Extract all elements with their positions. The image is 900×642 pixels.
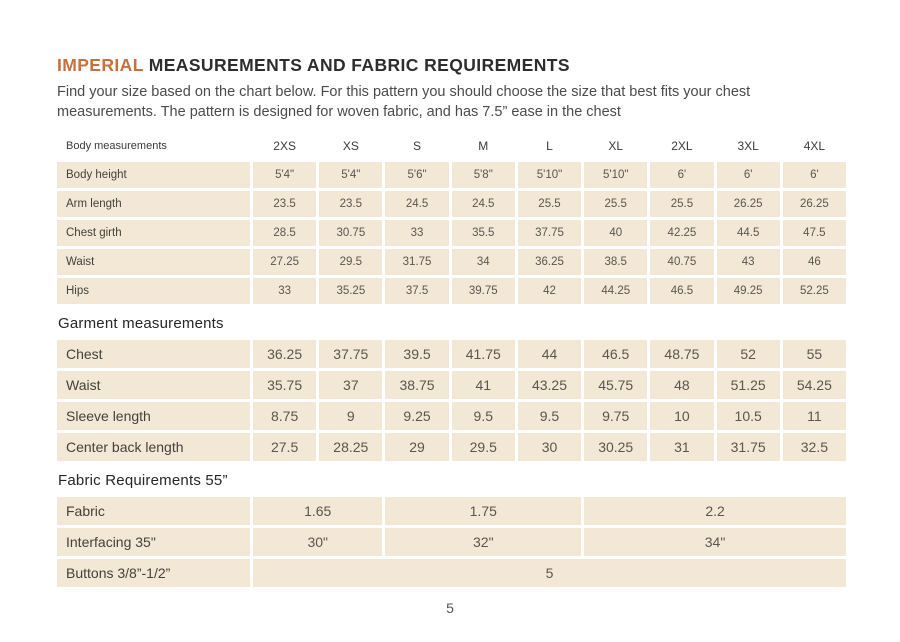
table-cell: 37.75: [518, 220, 581, 246]
table-cell: 52: [717, 340, 780, 368]
table-cell: 5'4": [253, 162, 316, 188]
table-cell: 45.75: [584, 371, 647, 399]
size-column-header: 2XL: [671, 139, 693, 154]
table-cell: 27.25: [253, 249, 316, 275]
fabric-section-title: Fabric Requirements 55”: [58, 471, 228, 489]
table-cell: 6': [783, 162, 846, 188]
body-measurements-table: [57, 162, 846, 304]
table-row: [57, 528, 846, 556]
table-cell: 5: [253, 559, 846, 587]
table-cell: 34": [584, 528, 846, 556]
garment-measurements-table: [57, 340, 846, 461]
row-label: Fabric: [57, 497, 250, 525]
table-cell: 38.5: [584, 249, 647, 275]
table-cell: 28.25: [319, 433, 382, 461]
row-label: Waist: [57, 371, 250, 399]
table-cell: 47.5: [783, 220, 846, 246]
table-cell: 30.75: [319, 220, 382, 246]
table-cell: 11: [783, 402, 846, 430]
table-cell: 54.25: [783, 371, 846, 399]
size-header-row: [57, 136, 846, 157]
table-cell: 36.25: [518, 249, 581, 275]
size-column-header: 2XS: [273, 139, 296, 154]
table-row: [57, 191, 846, 217]
table-cell: 37.75: [319, 340, 382, 368]
table-row: [57, 371, 846, 399]
row-label: Arm length: [57, 191, 250, 217]
table-cell: 32.5: [783, 433, 846, 461]
body-measurements-column-header: Body measurements: [66, 140, 167, 153]
table-cell: 29: [385, 433, 448, 461]
row-label: Sleeve length: [57, 402, 250, 430]
table-cell: 28.5: [253, 220, 316, 246]
table-cell: 5'8": [452, 162, 515, 188]
table-cell: 27.5: [253, 433, 316, 461]
page-title-rest: MEASUREMENTS AND FABRIC REQUIREMENTS: [143, 55, 570, 75]
size-column-header: S: [413, 139, 422, 154]
table-cell: 40.75: [650, 249, 713, 275]
table-cell: 30": [253, 528, 382, 556]
table-cell: 5'4": [319, 162, 382, 188]
table-row: [57, 559, 846, 587]
table-cell: 36.25: [253, 340, 316, 368]
table-cell: 9.5: [452, 402, 515, 430]
table-cell: 2.2: [584, 497, 846, 525]
table-cell: 44: [518, 340, 581, 368]
table-cell: 46: [783, 249, 846, 275]
size-column-header: 4XL: [803, 139, 826, 154]
table-cell: 43.25: [518, 371, 581, 399]
table-cell: 5'10": [518, 162, 581, 188]
table-cell: 26.25: [717, 191, 780, 217]
table-cell: 42.25: [650, 220, 713, 246]
table-cell: 35.5: [452, 220, 515, 246]
table-cell: 43: [717, 249, 780, 275]
table-cell: 5'6": [385, 162, 448, 188]
row-label: Chest: [57, 340, 250, 368]
table-row: [57, 249, 846, 275]
table-cell: 38.75: [385, 371, 448, 399]
table-cell: 35.75: [253, 371, 316, 399]
table-cell: 37.5: [385, 278, 448, 304]
page-subtitle: Find your size based on the chart below. For this pattern you should choose the size that best fits your chest measurements. The pattern is designed for woven fabric, and has 7.5” ease in the chest: [57, 83, 751, 121]
page-title: [57, 57, 846, 75]
table-cell: 33: [385, 220, 448, 246]
table-cell: 25.5: [518, 191, 581, 217]
table-cell: 48.75: [650, 340, 713, 368]
table-cell: 55: [783, 340, 846, 368]
table-cell: 6': [650, 162, 713, 188]
table-cell: 25.5: [584, 191, 647, 217]
row-label: Buttons 3/8”-1/2”: [57, 559, 250, 587]
table-cell: 42: [518, 278, 581, 304]
table-row: [57, 433, 846, 461]
row-label: Interfacing 35": [57, 528, 250, 556]
row-label: Waist: [57, 249, 250, 275]
page-title-highlight: IMPERIAL: [57, 55, 144, 75]
table-cell: 30.25: [584, 433, 647, 461]
table-cell: 39.5: [385, 340, 448, 368]
table-cell: 41.75: [452, 340, 515, 368]
table-row: [57, 220, 846, 246]
table-cell: 46.5: [584, 340, 647, 368]
table-cell: 44.5: [717, 220, 780, 246]
table-cell: 9.25: [385, 402, 448, 430]
table-cell: 46.5: [650, 278, 713, 304]
table-cell: 25.5: [650, 191, 713, 217]
table-cell: 9.5: [518, 402, 581, 430]
table-cell: 39.75: [452, 278, 515, 304]
page-content: [57, 0, 846, 590]
table-cell: 10.5: [717, 402, 780, 430]
table-cell: 6': [717, 162, 780, 188]
table-cell: 40: [584, 220, 647, 246]
size-column-header: L: [546, 139, 553, 154]
table-cell: 44.25: [584, 278, 647, 304]
table-cell: 29.5: [319, 249, 382, 275]
table-cell: 24.5: [385, 191, 448, 217]
table-cell: 49.25: [717, 278, 780, 304]
table-cell: 37: [319, 371, 382, 399]
size-column-header: 3XL: [737, 139, 759, 154]
table-row: [57, 497, 846, 525]
size-column-header: XS: [342, 139, 359, 154]
table-cell: 23.5: [253, 191, 316, 217]
table-cell: 41: [452, 371, 515, 399]
table-cell: 31: [650, 433, 713, 461]
table-cell: 51.25: [717, 371, 780, 399]
table-cell: 35.25: [319, 278, 382, 304]
garment-section-title: Garment measurements: [58, 314, 224, 332]
table-cell: 48: [650, 371, 713, 399]
table-cell: 23.5: [319, 191, 382, 217]
table-cell: 26.25: [783, 191, 846, 217]
table-cell: 9: [319, 402, 382, 430]
table-cell: 34: [452, 249, 515, 275]
table-cell: 31.75: [385, 249, 448, 275]
table-row: [57, 340, 846, 368]
table-cell: 1.65: [253, 497, 382, 525]
row-label: Center back length: [57, 433, 250, 461]
table-row: [57, 402, 846, 430]
size-column-header: M: [478, 139, 489, 154]
table-cell: 8.75: [253, 402, 316, 430]
table-cell: 10: [650, 402, 713, 430]
table-cell: 33: [253, 278, 316, 304]
page-number: 5: [446, 600, 454, 616]
row-label: Hips: [57, 278, 250, 304]
row-label: Chest girth: [57, 220, 250, 246]
table-cell: 9.75: [584, 402, 647, 430]
table-cell: 29.5: [452, 433, 515, 461]
table-row: [57, 278, 846, 304]
table-cell: 5'10": [584, 162, 647, 188]
table-cell: 24.5: [452, 191, 515, 217]
table-cell: 30: [518, 433, 581, 461]
table-cell: 52.25: [783, 278, 846, 304]
table-cell: 31.75: [717, 433, 780, 461]
row-label: Body height: [57, 162, 250, 188]
size-column-header: XL: [608, 139, 624, 154]
fabric-requirements-table: [57, 497, 846, 587]
table-row: [57, 162, 846, 188]
table-cell: 32": [385, 528, 581, 556]
table-cell: 1.75: [385, 497, 581, 525]
